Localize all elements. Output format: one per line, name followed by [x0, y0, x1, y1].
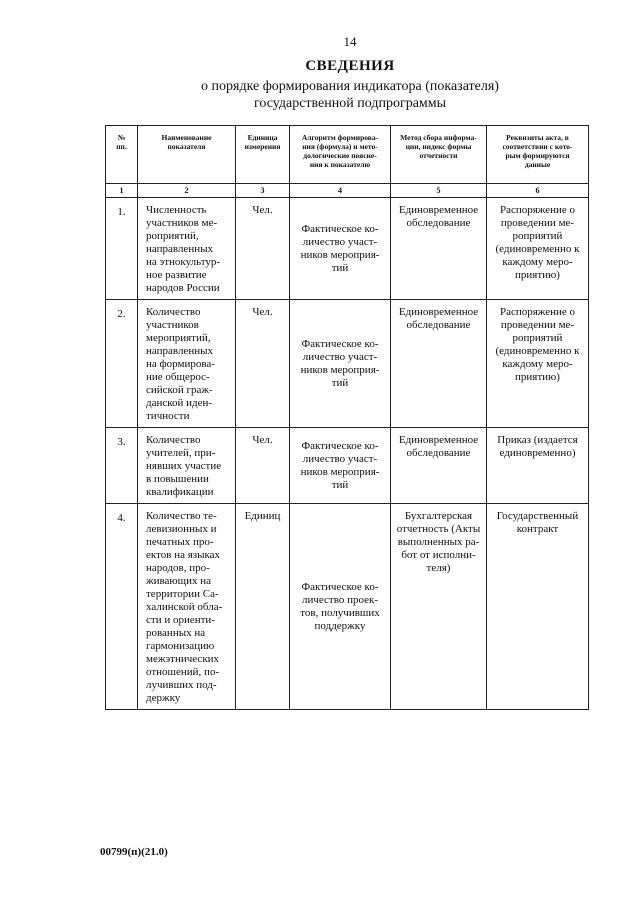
- collection-method: [391, 198, 487, 300]
- cell-text-line: лучивших под-: [146, 679, 217, 691]
- cell-text-line: учителей, при-: [146, 447, 216, 459]
- cell-text-line: роприятий: [512, 230, 563, 242]
- header-algorithm: [290, 126, 391, 184]
- column-number-cell: 4: [290, 184, 391, 198]
- cell-text-line: обследование: [406, 447, 471, 459]
- cell-text-line: печатных про-: [146, 536, 214, 548]
- cell-text-line: личество участ-: [302, 235, 378, 248]
- cell-text-line: (единовременно к: [495, 345, 580, 357]
- cell-text-line: тий: [331, 261, 349, 274]
- cell-text-line: халинской обла-: [146, 601, 223, 613]
- algorithm: [290, 198, 391, 300]
- collection-method: [391, 504, 487, 710]
- cell-text-line: роприятий: [512, 332, 563, 344]
- cell-text-line: ное развитие: [146, 269, 207, 281]
- unit-of-measure: Чел.: [236, 198, 290, 300]
- document-subtitle: [0, 78, 640, 112]
- unit-of-measure: Чел.: [236, 300, 290, 428]
- table-row: [106, 504, 589, 710]
- cell-text-line: участников: [146, 319, 199, 331]
- cell-text-line: данской иден-: [146, 397, 213, 409]
- cell-text-line: Государственный: [496, 510, 579, 522]
- cell-text-line: народов России: [146, 282, 220, 294]
- cell-text-line: участников ме-: [146, 217, 218, 229]
- cell-text-line: держку: [146, 692, 181, 704]
- cell-text-line: Наименование: [161, 133, 212, 142]
- cell-text-line: Метод сбора информа-: [400, 133, 477, 142]
- cell-text-line: Количество: [146, 306, 201, 318]
- header-indicator-name: [138, 126, 236, 184]
- cell-text-line: на формирова-: [146, 358, 215, 370]
- cell-text-line: народов, про-: [146, 562, 210, 574]
- cell-text-line: Фактическое ко-: [301, 337, 379, 350]
- cell-text-line: Численность: [146, 204, 207, 216]
- cell-text-line: Приказ (издается: [497, 434, 578, 446]
- cell-text-line: (единовременно к: [495, 243, 580, 255]
- act-requisites: [487, 428, 589, 504]
- cell-text-line: нявших участие: [146, 460, 222, 472]
- cell-text-line: проведении ме-: [500, 217, 575, 229]
- cell-text-line: обследование: [406, 319, 471, 331]
- cell-text-line: роприятий,: [146, 230, 199, 242]
- indicator-name: [138, 300, 236, 428]
- column-number-cell: 2: [138, 184, 236, 198]
- algorithm: [290, 300, 391, 428]
- cell-text-line: Реквизиты акта, в: [506, 133, 569, 142]
- row-number: 1.: [106, 198, 138, 300]
- algorithm: [290, 428, 391, 504]
- cell-text-line: тов, получивших: [300, 606, 380, 619]
- cell-text-line: единовременно): [499, 447, 576, 459]
- cell-text-line: поддержку: [314, 619, 366, 632]
- cell-text-line: №: [117, 133, 126, 142]
- header-unit: [236, 126, 290, 184]
- cell-text-line: сти и ориенти-: [146, 614, 215, 626]
- column-number-cell: 6: [487, 184, 589, 198]
- cell-text-line: на этнокультур-: [146, 256, 221, 268]
- table-row: [106, 300, 589, 428]
- cell-text-line: рованных на: [146, 627, 206, 639]
- row-number: 3.: [106, 428, 138, 504]
- cell-text-line: личество проек-: [301, 593, 379, 606]
- cell-text-line: направленных: [146, 345, 213, 357]
- column-number-cell: 5: [391, 184, 487, 198]
- cell-text-line: ции, индекс формы: [405, 142, 472, 151]
- row-number: 2.: [106, 300, 138, 428]
- cell-text-line: левизионных и: [146, 523, 217, 535]
- subtitle-line: о порядке формирования индикатора (показателя): [201, 79, 499, 94]
- unit-of-measure: Чел.: [236, 428, 290, 504]
- cell-text-line: Распоряжение о: [499, 204, 576, 216]
- cell-text-line: территории Са-: [146, 588, 219, 600]
- cell-text-line: Бухгалтерская: [404, 510, 473, 522]
- cell-text-line: показателя: [167, 142, 206, 151]
- cell-text-line: ние общерос-: [146, 371, 210, 383]
- act-requisites: [487, 198, 589, 300]
- header-act-requisites: [487, 126, 589, 184]
- table-row: [106, 198, 589, 300]
- indicator-table: [105, 125, 589, 710]
- cell-text-line: Единица: [247, 133, 278, 142]
- cell-text-line: выполненных ра-: [397, 536, 480, 548]
- cell-text-line: отчетности: [419, 151, 458, 160]
- collection-method: [391, 300, 487, 428]
- cell-text-line: ников мероприя-: [300, 465, 380, 478]
- cell-text-line: данные: [524, 160, 551, 169]
- cell-text-line: Единовременное: [398, 204, 479, 216]
- cell-text-line: приятию): [515, 269, 560, 281]
- cell-text-line: Единовременное: [398, 306, 479, 318]
- cell-text-line: теля): [426, 562, 451, 574]
- cell-text-line: рым формируются: [505, 151, 570, 160]
- cell-text-line: Единовременное: [398, 434, 479, 446]
- cell-text-line: пп.: [116, 142, 127, 151]
- header-number: [106, 126, 138, 184]
- column-number-cell: 1: [106, 184, 138, 198]
- cell-text-line: соответствии с кото-: [502, 142, 573, 151]
- document-title: СВЕДЕНИЯ: [305, 58, 395, 74]
- cell-text-line: отчетность (Акты: [396, 523, 481, 535]
- cell-text-line: ников мероприя-: [300, 248, 380, 261]
- cell-text-line: тий: [331, 376, 349, 389]
- cell-text-line: тий: [331, 478, 349, 491]
- indicator-name: [138, 504, 236, 710]
- cell-text-line: измерения: [244, 142, 281, 151]
- cell-text-line: направленных: [146, 243, 213, 255]
- cell-text-line: Фактическое ко-: [301, 439, 379, 452]
- column-number-row: [106, 184, 589, 198]
- footer-code: 00799(п)(21.0): [100, 846, 168, 858]
- cell-text-line: бот от исполни-: [401, 549, 476, 561]
- cell-text-line: личество участ-: [302, 350, 378, 363]
- cell-text-line: отношений, по-: [146, 666, 220, 678]
- header-collection-method: [391, 126, 487, 184]
- unit-of-measure: Единиц: [236, 504, 290, 710]
- cell-text-line: в повышении: [146, 473, 209, 485]
- cell-text-line: Фактическое ко-: [301, 222, 379, 235]
- row-number: 4.: [106, 504, 138, 710]
- cell-text-line: Алгоритм формирова-: [301, 133, 379, 142]
- cell-text-line: ния к показателю: [309, 160, 371, 169]
- cell-text-line: дологические поясне-: [303, 151, 377, 160]
- cell-text-line: Распоряжение о: [499, 306, 576, 318]
- cell-text-line: сийской граж-: [146, 384, 213, 396]
- cell-text-line: мероприятий,: [146, 332, 211, 344]
- act-requisites: [487, 300, 589, 428]
- act-requisites: [487, 504, 589, 710]
- cell-text-line: личество участ-: [302, 452, 378, 465]
- indicator-name: [138, 198, 236, 300]
- indicator-name: [138, 428, 236, 504]
- cell-text-line: ния (формула) и мето-: [302, 142, 378, 151]
- cell-text-line: ектов на языках: [146, 549, 221, 561]
- cell-text-line: гармонизацию: [146, 640, 215, 652]
- table-header-row: [106, 126, 589, 184]
- cell-text-line: обследование: [406, 217, 471, 229]
- cell-text-line: квалификации: [146, 486, 214, 498]
- cell-text-line: живающих на: [146, 575, 212, 587]
- cell-text-line: Количество те-: [146, 510, 217, 522]
- cell-text-line: Количество: [146, 434, 201, 446]
- table-row: [106, 428, 589, 504]
- cell-text-line: контракт: [516, 523, 559, 535]
- cell-text-line: приятию): [515, 371, 560, 383]
- cell-text-line: Фактическое ко-: [301, 580, 379, 593]
- algorithm: [290, 504, 391, 710]
- cell-text-line: каждому меро-: [502, 358, 573, 370]
- page-number: 14: [343, 34, 357, 49]
- cell-text-line: ников мероприя-: [300, 363, 380, 376]
- cell-text-line: межэтнических: [146, 653, 220, 665]
- column-number-cell: 3: [236, 184, 290, 198]
- cell-text-line: тичности: [146, 410, 190, 422]
- cell-text-line: каждому меро-: [502, 256, 573, 268]
- cell-text-line: проведении ме-: [500, 319, 575, 331]
- subtitle-line: государственной подпрограммы: [253, 96, 447, 111]
- collection-method: [391, 428, 487, 504]
